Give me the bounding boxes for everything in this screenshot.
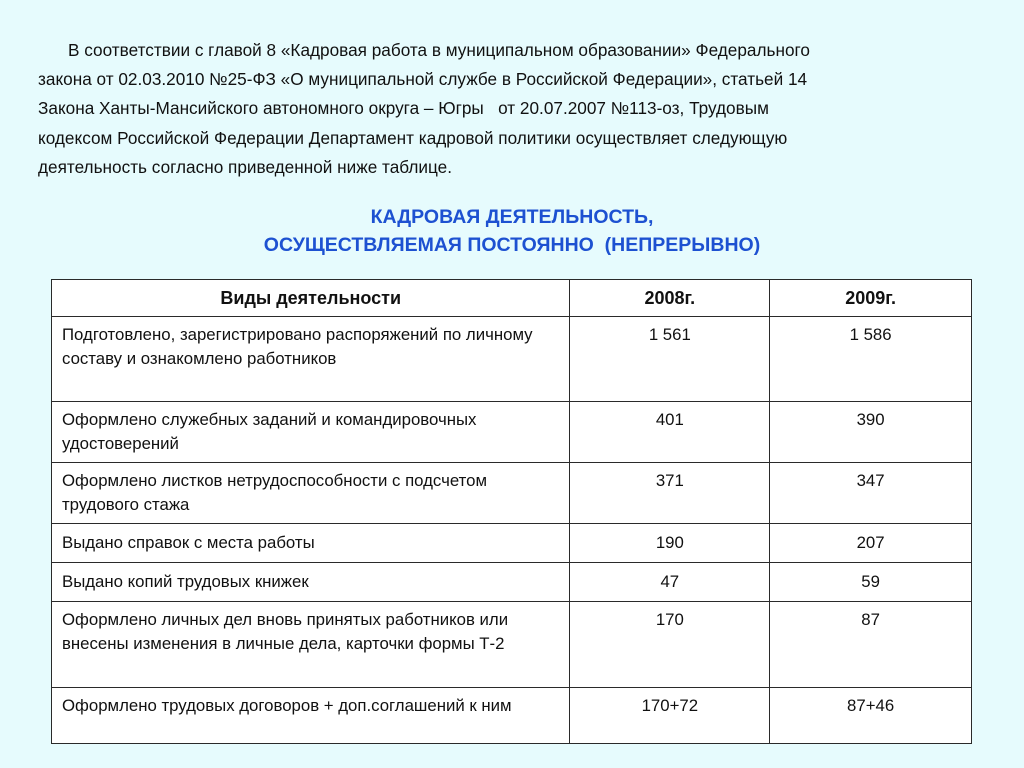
cell-2008: 1 561 (570, 317, 770, 402)
cell-activity: Оформлено листков нетрудоспособности с подсчетом трудового стажа (52, 463, 570, 524)
table-row (52, 524, 972, 563)
table-row (52, 688, 972, 744)
heading-line-2: ОСУЩЕСТВЛЯЕМАЯ ПОСТОЯННО (НЕПРЕРЫВНО) (263, 234, 761, 256)
table-row (52, 563, 972, 602)
cell-activity: Подготовлено, зарегистрировано распоряжений по личному составу и ознакомлено работников (52, 317, 570, 402)
table-header-row (52, 280, 972, 317)
heading-line-1: КАДРОВАЯ ДЕЯТЕЛЬНОСТЬ, (370, 206, 654, 228)
cell-activity: Оформлено трудовых договоров + доп.соглашений к ним (52, 688, 570, 744)
cell-2009: 87 (770, 602, 972, 688)
cell-activity: Выдано справок с места работы (52, 524, 570, 563)
cell-2008: 401 (570, 402, 770, 463)
intro-line: кодексом Российской Федерации Департамент кадровой политики осуществляет следующую (38, 127, 788, 148)
cell-activity: Выдано копий трудовых книжек (52, 563, 570, 602)
cell-2008: 170+72 (570, 688, 770, 744)
cell-2009: 1 586 (770, 317, 972, 402)
cell-2009: 59 (770, 563, 972, 602)
cell-2009: 207 (770, 524, 972, 563)
cell-2009: 347 (770, 463, 972, 524)
cell-2008: 170 (570, 602, 770, 688)
cell-activity: Оформлено личных дел вновь принятых работников или внесены изменения в личные дела, карточки формы Т-2 (52, 602, 570, 688)
header-2008: 2008г. (570, 280, 770, 317)
activity-table (51, 279, 972, 744)
intro-line: закона от 02.03.2010 №25-ФЗ «О муниципальной службе в Российской Федерации», статьей 14 (38, 69, 808, 90)
intro-line: В соответствии с главой 8 «Кадровая работа в муниципальном образовании» Федерального (68, 40, 810, 60)
cell-2008: 47 (570, 563, 770, 602)
cell-2009: 87+46 (770, 688, 972, 744)
intro-line: деятельность согласно приведенной ниже таблице. (38, 156, 452, 177)
table-row (52, 317, 972, 402)
table-row (52, 402, 972, 463)
section-heading (0, 203, 1024, 259)
header-activity: Виды деятельности (52, 280, 570, 317)
table-row (52, 602, 972, 688)
cell-2008: 371 (570, 463, 770, 524)
cell-2008: 190 (570, 524, 770, 563)
header-2009: 2009г. (770, 280, 972, 317)
cell-activity: Оформлено служебных заданий и командировочных удостоверений (52, 402, 570, 463)
intro-line: Закона Ханты-Мансийского автономного округа – Югры от 20.07.2007 №113-оз, Трудовым (38, 98, 769, 119)
cell-2009: 390 (770, 402, 972, 463)
table-row (52, 463, 972, 524)
intro-paragraph (38, 36, 988, 182)
